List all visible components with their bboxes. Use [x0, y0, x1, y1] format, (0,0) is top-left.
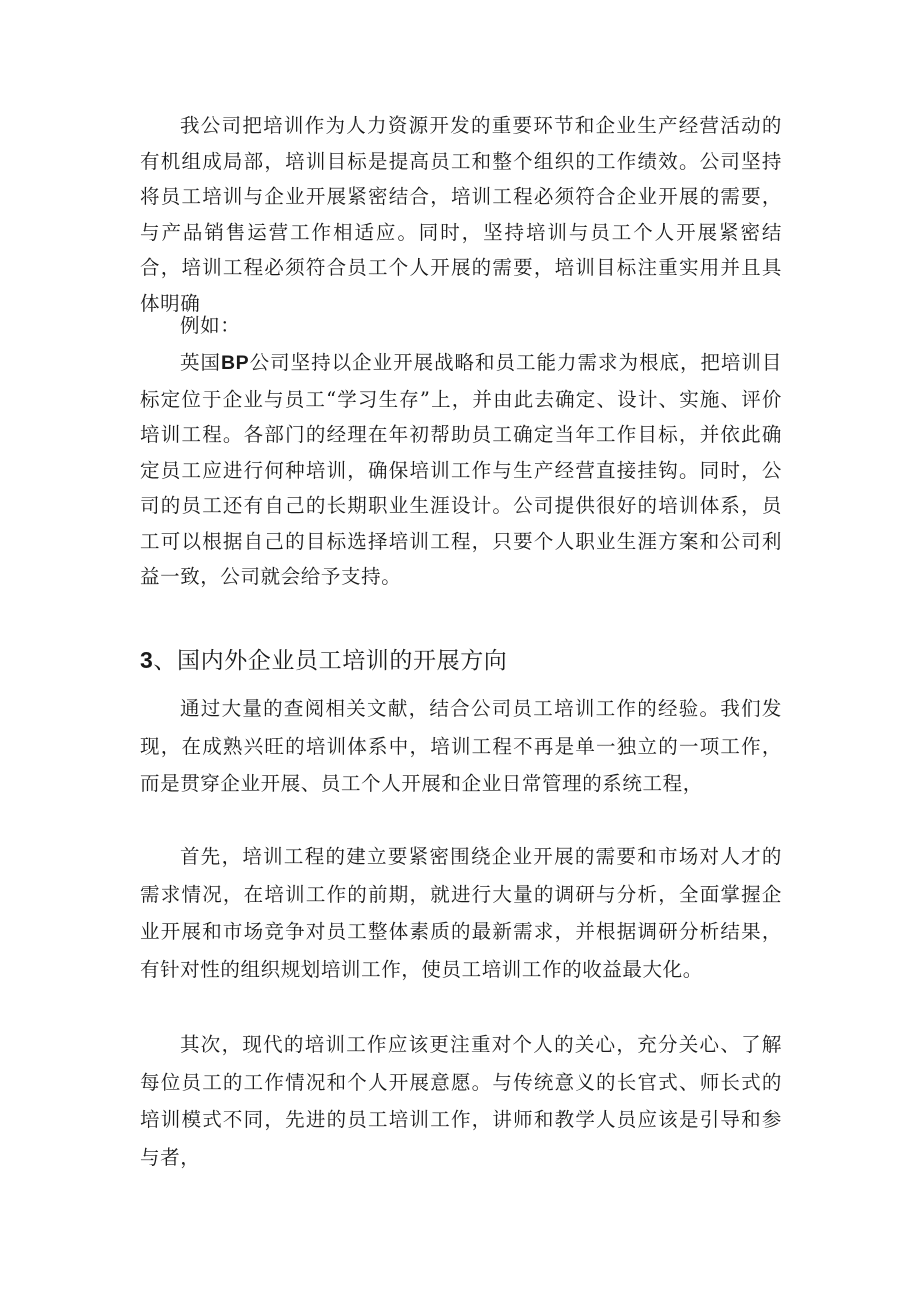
section-number: 3 — [140, 647, 154, 673]
bp-company-name: BP — [220, 352, 250, 374]
paragraph-bp-example — [140, 345, 782, 595]
section-heading — [140, 642, 507, 679]
paragraph-second-point: 其次，现代的培训工作应该更注重对个人的关心，充分关心、了解每位员工的工作情况和个人开展意愿。与传统意义的长官式、师长式的培训模式不同，先进的员工培训工作，讲师和教学人员应该是引导和参与者， — [140, 1033, 782, 1169]
paragraph-training-policy: 我公司把培训作为人力资源开发的重要环节和企业生产经营活动的有机组成局部，培训目标是提高员工和整个组织的工作绩效。公司坚持将员工培训与企业开展紧密结合，培训工程必须符合企业开展的需要，与产品销售运营工作相适应。同时，坚持培训与员工个人开展紧密结合，培训工程必须符合员工个人开展的需要，培训目标注重实用并且具体明确 — [140, 114, 782, 315]
bp-prefix: 英国 — [180, 351, 221, 374]
paragraph-first-point: 首先，培训工程的建立要紧密围绕企业开展的需要和市场对人才的需求情况，在培训工作的前期，就进行大量的调研与分析，全面掌握企业开展和市场竞争对员工整体素质的最新需求，并根据调研分析结果，有针对性的组织规划培训工作，使员工培训工作的收益最大化。 — [140, 845, 782, 981]
bp-rest: 公司坚持以企业开展战略和员工能力需求为根底，把培训目标定位于企业与员工“学习生存”上，并由此去确定、设计、实施、评价培训工程。各部门的经理在年初帮助员工确定当年工作目标，并依此确定员工应进行何种培训，确保培训工作与生产经营直接挂钩。同时，公司的员工还有自己的长期职业生涯设计。公司提供很好的培训体系，员工可以根据自己的目标选择培训工程，只要个人职业生涯方案和公司利益一致，公司就会给予支持。 — [140, 351, 782, 588]
section-title: 、国内外企业员工培训的开展方向 — [153, 648, 508, 674]
paragraph-example-label: 例如： — [180, 314, 241, 337]
paragraph-research-finding: 通过大量的查阅相关文献，结合公司员工培训工作的经验。我们发现，在成熟兴旺的培训体系中，培训工程不再是单一独立的一项工作，而是贯穿企业开展、员工个人开展和企业日常管理的系统工程， — [140, 697, 782, 795]
